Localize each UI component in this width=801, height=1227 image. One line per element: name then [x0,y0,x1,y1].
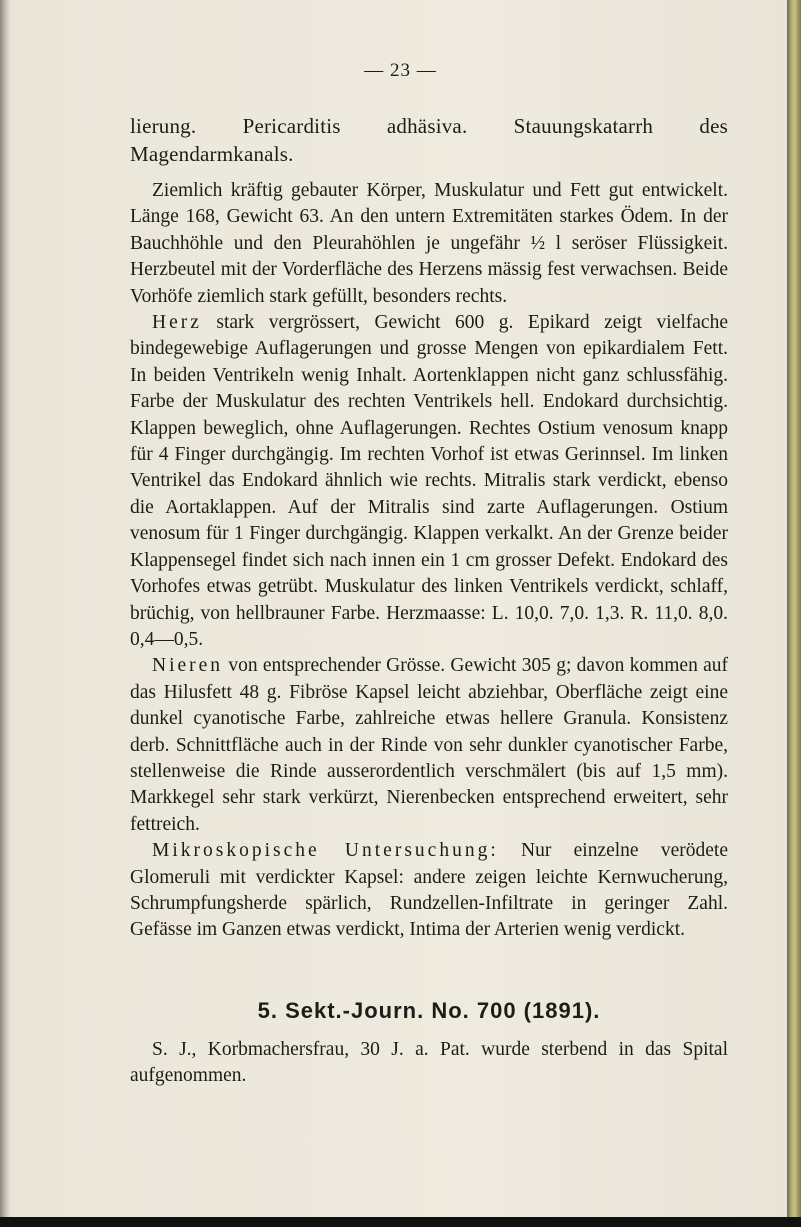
herz-label: Herz [152,312,202,334]
herz-text: stark vergrössert, Gewicht 600 g. Epikard zeigt vielfache bindegewebige Auflagerungen und grosse Mengen von epikardialem Fett. In beiden Ventrikeln wenig Inhalt. Aortenklappen nicht ganz schlussfähig. Farbe der Muskulatur des rechten Ventrikels hell. Endokard durchsichtig. Klappen beweglich, ohne Auflagerungen. Rechtes Ostium venosum knapp für 4 Finger durchgängig. Im rechten Vorhof ist etwas Gerinnsel. Im linken Ventrikel das Endokard ähnlich wie rechts. Mitralis stark verdickt, ebenso die Aortaklappen. Auf der Mitralis sind zarte Auflagerungen. Ostium venosum für 1 Finger durchgängig. Klappen verkalkt. An der Grenze beider Klappensegel findet sich nach innen ein 1 cm grosser Defekt. Endokard des Vorhofes etwas getrübt. Muskulatur des linken Ventrikels verdickt, schlaff, brüchig, von hellbrauner Farbe. Herzmaasse: L. 10,0. 7,0. 1,3. R. 11,0. 8,0. 0,4—0,5. [130,312,728,650]
paragraph-mikro [130,838,728,944]
main-text [130,178,728,944]
nieren-text: von entsprechender Grösse. Gewicht 305 g; davon kommen auf das Hilusfett 48 g. Fibröse Kapsel leicht abziehbar, Oberfläche zeigt eine dunkel cyanotische Farbe, zahlreiche etwas hellere Granula. Konsistenz derb. Schnittfläche auch in der Rinde von sehr dunkler cyanotischer Farbe, stellenweise die Rinde ausserordentlich verschmälert (bis auf 1,5 mm). Markkegel sehr stark verkürzt, Nierenbecken entsprechend erweitert, sehr fettreich. [130,655,728,835]
nieren-label: Nieren [152,655,224,677]
closing-text: S. J., Korbmachersfrau, 30 J. a. Pat. wurde sterbend in das Spital aufgenommen. [130,1039,728,1087]
closing-paragraph [130,1037,728,1090]
mikro-label: Mikroskopische Untersuchung: [152,840,499,862]
intro-text: lierung. Pericarditis adhäsiva. Stauungskatarrh des Magendarmkanals. [130,114,728,166]
page-edge [787,0,801,1227]
mikro-text: Nur einzelne verödete Glomeruli mit verdickter Kapsel: andere zeigen leichte Kernwucherung, Schrumpfungsherde spärlich, Rundzellen-Infiltrate in geringer Zahl. Gefässe im Ganzen etwas verdickt, Intima der Arterien wenig verdickt. [130,840,728,941]
paragraph-nieren [130,653,728,838]
page-gutter-shadow [0,0,10,1227]
paragraph-general: Ziemlich kräftig gebauter Körper, Muskulatur und Fett gut entwickelt. Länge 168, Gewicht 63. An den untern Extremitäten starkes Ödem. In der Bauchhöhle und den Pleurahöhlen je ungefähr ½ l seröser Flüssigkeit. Herzbeutel mit der Vorderfläche des Herzens mässig fest verwachsen. Beide Vorhöfe ziemlich stark gefüllt, besonders rechts. [130,180,728,307]
section-heading: 5. Sekt.-Journ. No. 700 (1891). [257,998,601,1023]
page-number: — 23 — [364,60,437,81]
intro-paragraph [130,112,728,168]
paragraph-herz [130,310,728,653]
bottom-bar [0,1217,801,1227]
